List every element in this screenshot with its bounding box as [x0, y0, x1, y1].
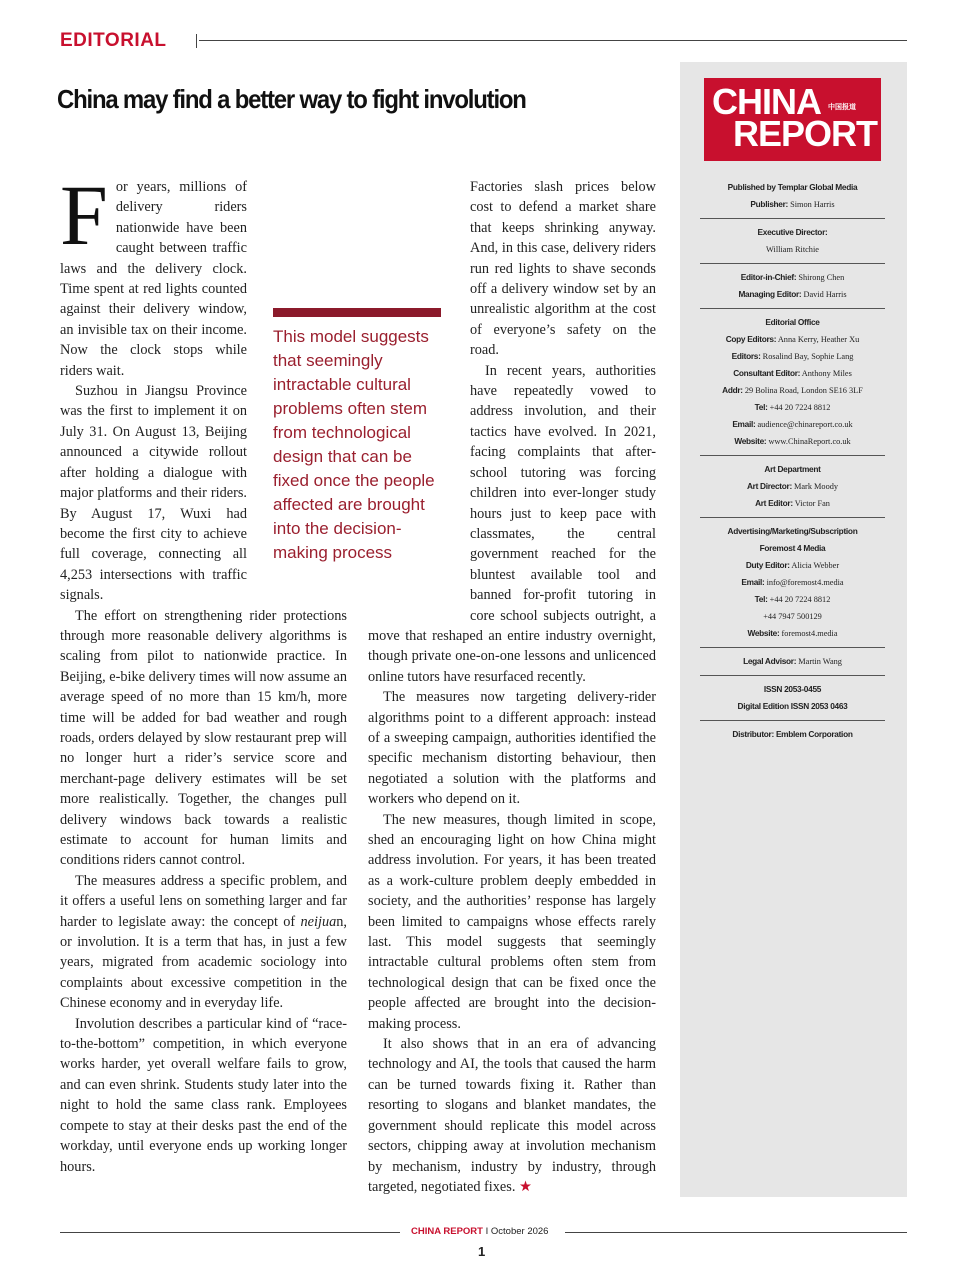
masthead-label: Email: — [741, 577, 765, 587]
masthead-line — [700, 224, 885, 241]
masthead-line — [700, 540, 885, 557]
masthead-line — [700, 382, 885, 399]
masthead-label: Publisher: — [750, 199, 788, 209]
masthead-line — [700, 461, 885, 478]
masthead-label: Foremost 4 Media — [759, 543, 826, 553]
masthead-line — [700, 179, 885, 196]
masthead-line — [700, 365, 885, 382]
article-paragraph: Involution describes a particular kind of “race-to-the-bottom” competition, in which everyone works harder, yet overall welfare fails to grow, and can even shrink. Students study later into the night to hold the same class rank. Employees compete to stay at their desks past the end of the workday, until everyone ends up working longer hours. — [60, 1015, 347, 1175]
masthead-value: Anna Kerry, Heather Xu — [777, 335, 860, 344]
masthead-block — [700, 456, 885, 518]
masthead-label: ISSN 2053-0455 — [763, 684, 822, 694]
footer-rule-right — [565, 1232, 907, 1233]
masthead-value: +44 20 7224 8812 — [769, 403, 831, 412]
masthead-line — [700, 726, 885, 743]
masthead-label: Executive Director: — [757, 227, 828, 237]
masthead-label: Website: — [734, 436, 767, 446]
masthead-value: audience@chinareport.co.uk — [757, 420, 853, 429]
masthead-line — [700, 495, 885, 512]
masthead-label: Editor-in-Chief: — [740, 272, 797, 282]
masthead-value: foremost4.media — [781, 629, 838, 638]
section-label: EDITORIAL — [60, 30, 167, 51]
masthead-line — [700, 557, 885, 574]
pullquote-text: This model suggests that seemingly intractable cultural problems often stem from technological design that can be fixed once the people affected are brought into the decision-making process — [273, 327, 435, 562]
article-paragraph: The measures now targeting delivery-rider algorithms point to a different approach: instead of a sweeping campaign, authorities identified the specific mechanism distorting behaviour, then negotiated a solution with the platforms and workers who depend on it. — [368, 689, 656, 808]
end-star-icon: ★ — [519, 1178, 532, 1195]
masthead-credits — [700, 174, 885, 748]
header-divider-tick — [196, 34, 197, 48]
masthead-value: Rosalind Bay, Sophie Lang — [762, 352, 854, 361]
masthead-label: Advertising/Marketing/Subscription — [727, 526, 858, 536]
masthead-line — [700, 433, 885, 450]
masthead-value: Martin Wang — [798, 657, 842, 666]
article-paragraph: For years, millions of delivery riders nationwide have been caught between traffic laws and the delivery clock. Time spent at red lights counted against their delivery window, an invisible tax on their income. Now the clock stops while riders wait. — [60, 167, 247, 379]
masthead-line — [700, 478, 885, 495]
footer-issue-line — [411, 1226, 548, 1237]
masthead-label: Art Department — [764, 464, 821, 474]
masthead-label: Legal Advisor: — [743, 656, 797, 666]
article-paragraph: The new measures, though limited in scope, shed an encouraging light on how China might address involution. For years, it has been treated as a work-culture problem deeply embedded in society, and the authorities’ response has largely been limited to campaigns whose effects rarely last. This model suggests that seemingly intractable cultural problems often stem from technological design that can be fixed once the people affected are brought into the decision-making process. — [368, 811, 656, 1032]
article-paragraph: The measures address a specific problem, and it offers a useful lens on something larger and far harder to legislate away: the concept of neijuan, or involution. It is a term that has, in just a few years, migrated from academic sociology into complaints about excessive competition in the Chinese economy and in everyday life. — [60, 872, 347, 1012]
header-rule — [199, 40, 907, 41]
masthead-value: William Ritchie — [766, 245, 819, 254]
masthead-label: Published by Templar Global Media — [727, 182, 858, 192]
masthead-line — [700, 608, 885, 625]
footer-separator: I — [485, 1226, 489, 1237]
masthead-line — [700, 574, 885, 591]
masthead-line — [700, 348, 885, 365]
masthead-value: Mark Moody — [794, 482, 839, 491]
masthead-label: Editorial Office — [765, 317, 820, 327]
masthead-block — [700, 174, 885, 219]
masthead-value: info@foremost4.media — [766, 578, 844, 587]
masthead-value: www.ChinaReport.co.uk — [768, 437, 851, 446]
masthead-line — [700, 591, 885, 608]
masthead-label: Consultant Editor: — [733, 368, 801, 378]
masthead-line — [700, 653, 885, 670]
masthead-label: Tel: — [754, 594, 768, 604]
masthead-label: Addr: — [722, 385, 743, 395]
article-paragraph: The effort on strengthening rider protections through more reasonable delivery algorithms is scaling from pilot to nationwide practice. In Beijing, e-bike delivery times will now assume an average speed of no more than 15 km/h, more time will be added for bad weather and rough roads, orders delayed by slow restaurant prep will no longer hurt a rider’s service score and merchant-page delivery estimates will be set more realistically. Together, the changes pull delivery windows back towards a realistic estimate to account for human limits and conditions riders cannot control. — [60, 607, 347, 869]
masthead-value: Alicia Webber — [791, 561, 840, 570]
masthead-line — [700, 399, 885, 416]
masthead-line — [700, 269, 885, 286]
masthead-line — [700, 314, 885, 331]
masthead-label: Duty Editor: — [745, 560, 790, 570]
masthead-label: Art Director: — [746, 481, 792, 491]
logo-line-2: REPORT — [733, 113, 878, 154]
masthead-value: Simon Harris — [790, 200, 835, 209]
masthead-label: Managing Editor: — [738, 289, 802, 299]
logo-line-1: CHINA — [712, 81, 821, 122]
masthead-block — [700, 264, 885, 309]
article-paragraph: In recent years, authorities have repeatedly vowed to address involution, and their tactics have evolved. In 2021, facing complaints that after-school tutoring was forcing children into ever-longer study hours just to keep pace with classmates, the central government reached for the bluntest available tool and banned for-profit tutoring in core school subjects outright, a move that reshaped an entire industry overnight, though private one-on-one lessons and unlicenced online tutors have resurfaced recently. — [368, 362, 656, 685]
headline: China may find a better way to fight involution — [57, 84, 526, 114]
masthead-value: 29 Bolina Road, London SE16 3LF — [744, 386, 863, 395]
masthead-block — [700, 219, 885, 264]
masthead-label: Email: — [732, 419, 756, 429]
pullquote-bar — [273, 308, 441, 317]
masthead-line — [700, 625, 885, 642]
article-paragraph: Suzhou in Jiangsu Province was the first to implement it on July 31. On August 13, Beijing announced a citywide rollout after holding a dialogue with major platforms and their riders. By August 17, Wuxi had become the first city to achieve full coverage, connecting all 4,253 intersections with traffic signals. — [60, 383, 247, 604]
masthead-line — [700, 681, 885, 698]
page-number: 1 — [478, 1244, 486, 1259]
masthead-block — [700, 309, 885, 456]
pullquote — [273, 308, 441, 565]
masthead-block — [700, 648, 885, 676]
masthead-line — [700, 331, 885, 348]
article-paragraph: Factories slash prices below cost to defend a market share that keeps shrinking anyway. And, in this case, delivery riders run red lights to shave seconds off a delivery window set by an unrealistic algorithm at the cost of everyone’s safety on the road. — [470, 179, 656, 359]
article-paragraph: It also shows that in an era of advancing technology and AI, the tools that caused the harm can be turned towards fixing it. Rather than resorting to slogans and blanket mandates, the government should replicate this model across sectors, chipping away at involution mechanism by mechanism, industry by industry, through targeted, negotiated fixes. ★ — [368, 1036, 656, 1195]
masthead-block — [700, 676, 885, 721]
masthead-value: Victor Fan — [794, 499, 830, 508]
masthead-value: +44 20 7224 8812 — [769, 595, 831, 604]
china-report-logo — [704, 78, 881, 161]
masthead-value: Anthony Miles — [801, 369, 852, 378]
dropcap: F — [60, 167, 108, 263]
masthead-block — [700, 721, 885, 748]
footer-brand: CHINA REPORT — [411, 1226, 483, 1237]
masthead-line — [700, 241, 885, 258]
masthead-label: Copy Editors: — [725, 334, 777, 344]
masthead-line — [700, 286, 885, 303]
masthead-value: +44 7947 500129 — [763, 612, 822, 621]
masthead-line — [700, 698, 885, 715]
masthead-label: Editors: — [731, 351, 761, 361]
masthead-label: Art Editor: — [755, 498, 793, 508]
masthead-block — [700, 518, 885, 648]
logo-chinese: 中国报道 — [828, 104, 856, 111]
masthead-value: David Harris — [803, 290, 847, 299]
masthead-label: Distributor: Emblem Corporation — [732, 729, 853, 739]
masthead-value: Shirong Chen — [798, 273, 845, 282]
footer-date: October 2026 — [490, 1226, 549, 1237]
footer-rule-left — [60, 1232, 400, 1233]
masthead-label: Digital Edition ISSN 2053 0463 — [737, 701, 848, 711]
masthead-line — [700, 523, 885, 540]
masthead-line — [700, 196, 885, 213]
masthead-label: Website: — [747, 628, 780, 638]
masthead-panel — [680, 62, 907, 1197]
masthead-line — [700, 416, 885, 433]
masthead-label: Tel: — [754, 402, 768, 412]
